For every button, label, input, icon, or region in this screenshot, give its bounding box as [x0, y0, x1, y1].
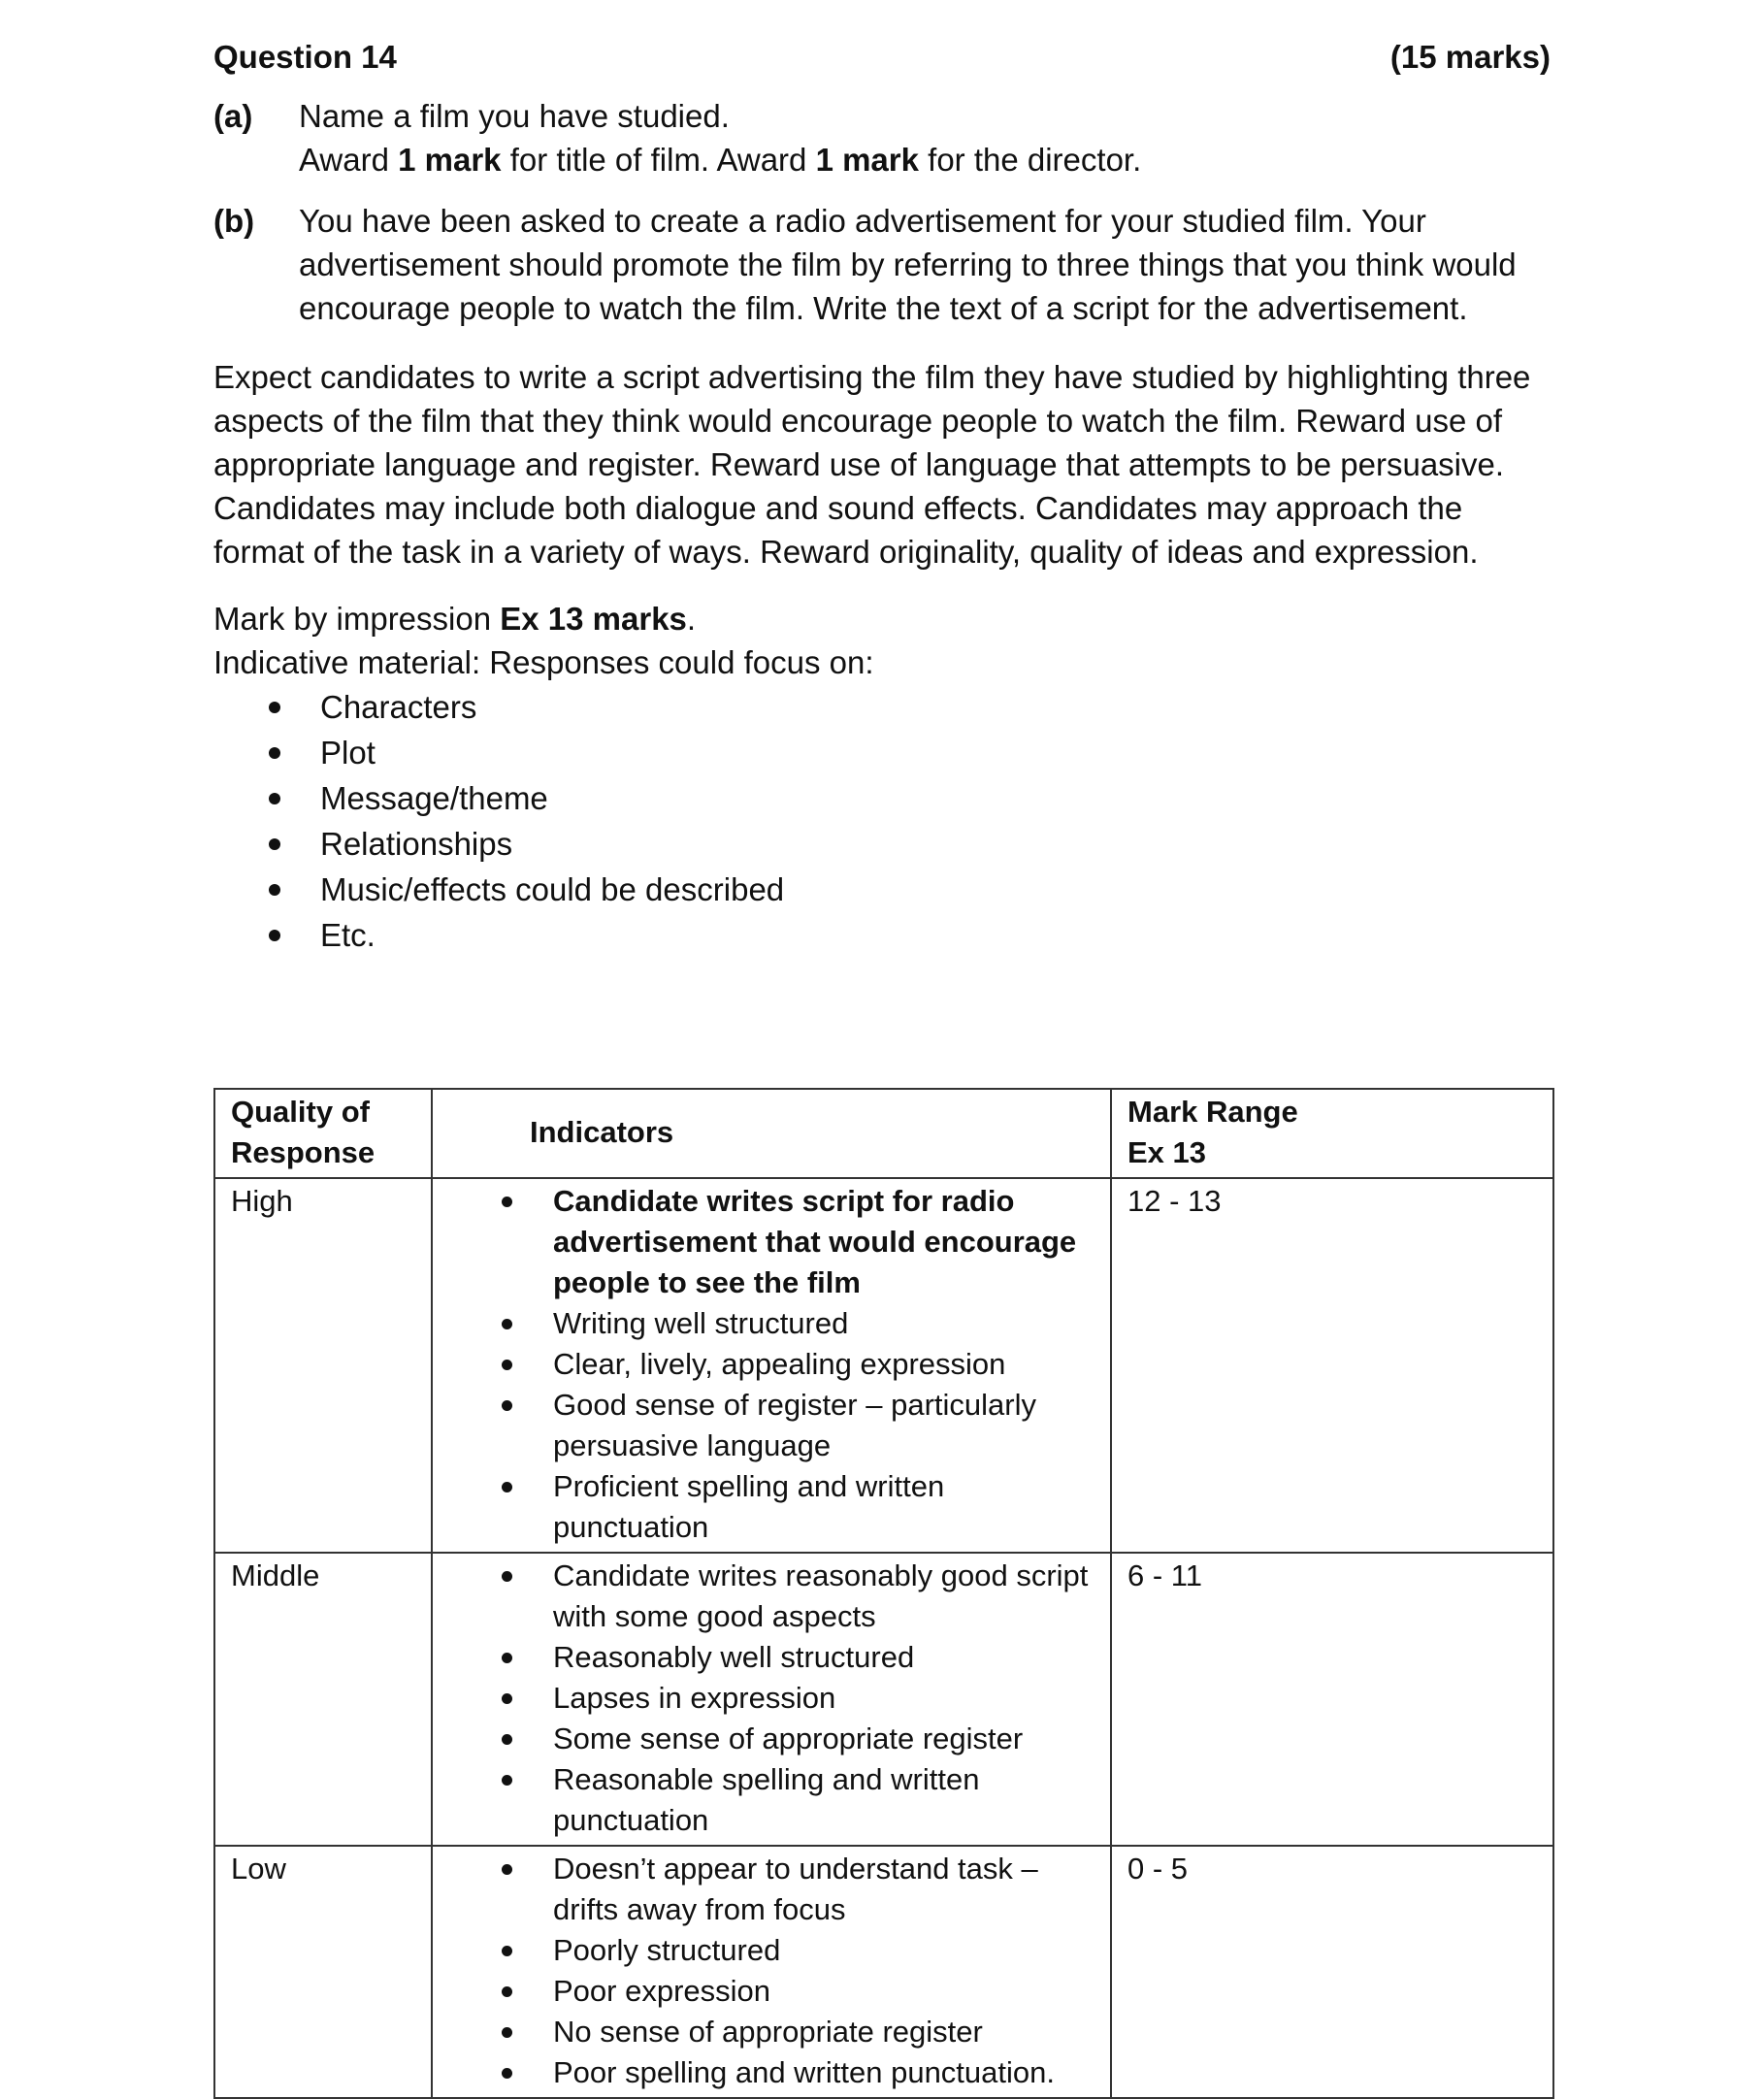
indicator-item: Good sense of register – particularly persuasive language — [448, 1385, 1094, 1466]
focus-item: Relationships — [213, 821, 1551, 867]
focus-item: Music/effects could be described — [213, 867, 1551, 912]
indicator-item: Reasonable spelling and written punctuation — [448, 1759, 1094, 1841]
mark-range: 12 - 13 — [1111, 1178, 1553, 1553]
quality-level: Low — [214, 1846, 432, 2098]
indicator-item: Doesn’t appear to understand task – drifts away from focus — [448, 1849, 1094, 1930]
focus-item: Message/theme — [213, 775, 1551, 821]
indicator-item: Writing well structured — [448, 1303, 1094, 1344]
indicator-item: Poor spelling and written punctuation. — [448, 2052, 1094, 2093]
focus-item: Etc. — [213, 912, 1551, 958]
indicators-cell — [432, 1553, 1111, 1846]
focus-item: Characters — [213, 684, 1551, 730]
mark-range: 6 - 11 — [1111, 1553, 1553, 1846]
indicators-cell — [432, 1178, 1111, 1553]
indicator-item: Reasonably well structured — [448, 1637, 1094, 1678]
header-mark-range: Mark Range Ex 13 — [1111, 1089, 1553, 1178]
part-b-prompt: You have been asked to create a radio advertisement for your studied film. Your advertisement should promote the film by referring to three things that you think would encourage people to watch the film. Write the text of a script for the advertisement. — [299, 203, 1517, 326]
indicator-item: Candidate writes script for radio advertisement that would encourage people to see the film — [448, 1181, 1094, 1303]
indicator-item: Clear, lively, appealing expression — [448, 1344, 1094, 1385]
quality-level: High — [214, 1178, 432, 1553]
indicators-cell — [432, 1846, 1111, 2098]
indicator-item: Lapses in expression — [448, 1678, 1094, 1719]
rubric-table — [213, 1088, 1554, 2099]
mark-range: 0 - 5 — [1111, 1846, 1553, 2098]
part-a-prompt: Name a film you have studied. — [299, 98, 730, 134]
rubric-header-row — [214, 1089, 1553, 1178]
question-header — [213, 35, 1551, 79]
part-b-label: (b) — [213, 203, 255, 239]
mark-scheme-page — [213, 35, 1551, 958]
indicator-item: Some sense of appropriate register — [448, 1719, 1094, 1759]
part-a-label: (a) — [213, 98, 253, 134]
focus-list — [213, 684, 1551, 958]
rubric-row-low — [214, 1846, 1553, 2098]
rubric-row-middle — [214, 1553, 1553, 1846]
header-quality: Quality of Response — [214, 1089, 432, 1178]
part-a-award: Award 1 mark for title of film. Award 1 mark for the director. — [299, 142, 1142, 178]
question-title: Question 14 — [213, 39, 397, 75]
part-a — [213, 94, 1551, 181]
indicator-item: Candidate writes reasonably good script with some good aspects — [448, 1556, 1094, 1637]
mark-by-impression: Mark by impression Ex 13 marks. — [213, 601, 697, 637]
question-marks: (15 marks) — [1389, 39, 1551, 75]
part-b — [213, 199, 1551, 330]
indicative-material: Indicative material: Responses could focus on: — [213, 644, 874, 680]
rubric-row-high — [214, 1178, 1553, 1553]
indicator-item: No sense of appropriate register — [448, 2012, 1094, 2052]
quality-level: Middle — [214, 1553, 432, 1846]
indicator-item: Poorly structured — [448, 1930, 1094, 1971]
focus-item: Plot — [213, 730, 1551, 775]
indicator-item: Poor expression — [448, 1971, 1094, 2012]
indicator-item: Proficient spelling and written punctuation — [448, 1466, 1094, 1548]
header-indicators: Indicators — [432, 1089, 1111, 1178]
marking-guidance: Expect candidates to write a script advertising the film they have studied by highlighting three aspects of the film that they think would encourage people to watch the film. Reward use of appropriate language and register. Reward use of language that attempts to be persuasive. Candidates may include both dialogue and sound effects. Candidates may approach the format of the task in a variety of ways. Reward originality, quality of ideas and expression. — [213, 359, 1531, 570]
